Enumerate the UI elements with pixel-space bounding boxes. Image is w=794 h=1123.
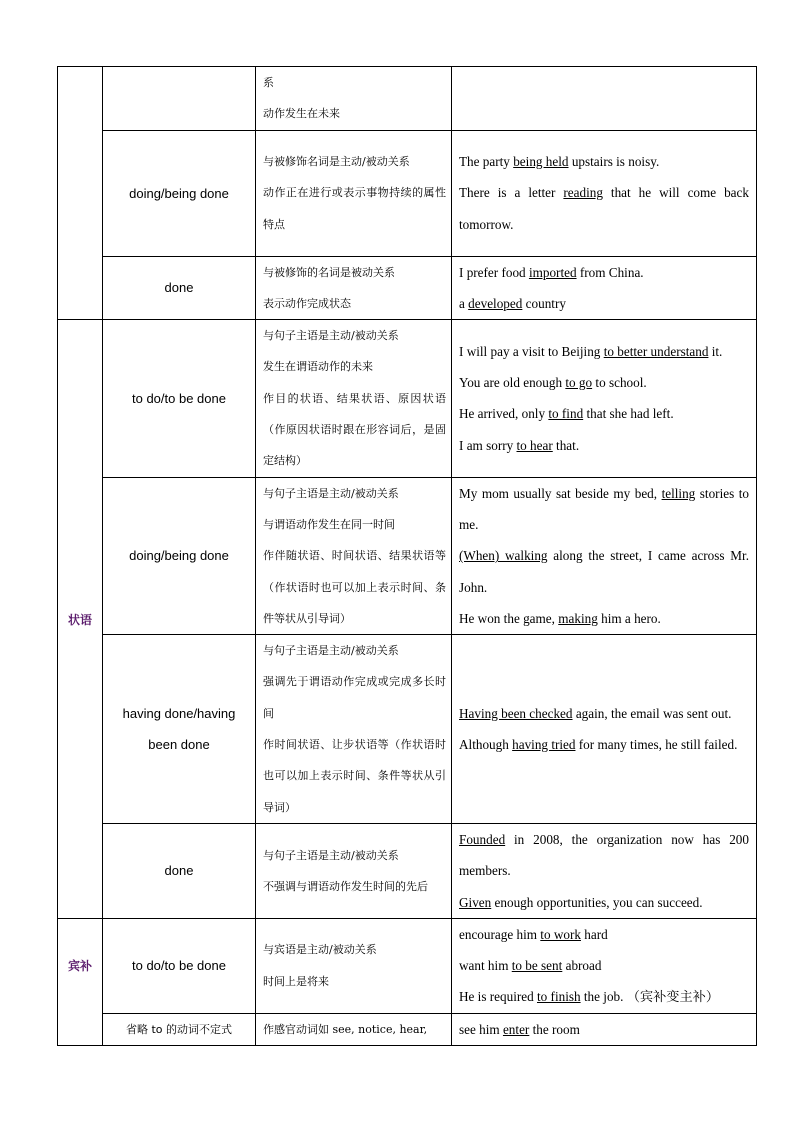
notes-cell xyxy=(256,635,452,824)
examples-cell xyxy=(452,67,757,131)
examples-cell xyxy=(452,635,757,824)
note-line: 与被修饰的名词是被动关系 xyxy=(263,265,395,279)
example-sentence: You are old enough to go to school. xyxy=(459,375,647,391)
form-cell xyxy=(103,635,256,824)
note-line: 作伴随状语、时间状语、结果状语等（作状语时也可以加上表示时间、条件等状从引导词） xyxy=(263,549,446,625)
form-label: having done/having been done xyxy=(122,705,236,753)
example-sentence: There is a letter reading that he will come back tomorrow. xyxy=(459,185,749,232)
table-row xyxy=(58,320,757,477)
form-cell: doing/being done xyxy=(103,477,256,634)
note-line: 作感官动词如 see, notice, hear, xyxy=(263,1022,428,1036)
example-sentence: I prefer food imported from China. xyxy=(459,264,644,280)
note-line: 系 xyxy=(263,76,274,89)
example-sentence: He is required to finish the job. （宾补变主补） xyxy=(459,989,720,1005)
notes-cell xyxy=(256,320,452,477)
table-row xyxy=(58,67,757,131)
note-line: 动作正在进行或表示事物持续的属性特点 xyxy=(263,186,446,231)
examples-cell xyxy=(452,477,757,634)
example-sentence: Having been checked again, the email was sent out. xyxy=(459,705,732,721)
example-sentence: I am sorry to hear that. xyxy=(459,437,580,453)
form-cell: done xyxy=(103,256,256,320)
category-cell-object-complement xyxy=(58,918,103,1045)
note-line: 作目的状语、结果状语、原因状语（作原因状语时跟在形容词后，是固定结构） xyxy=(263,391,446,468)
form-cell: to do/to be done xyxy=(103,320,256,477)
example-sentence: I will pay a visit to Beijing to better understand it. xyxy=(459,343,723,359)
example-sentence: Although having tried for many times, he still failed. xyxy=(459,737,738,753)
example-sentence: Given enough opportunities, you can succeed. xyxy=(459,894,703,910)
note-line: 时间上是将来 xyxy=(263,974,329,988)
form-cell: to do/to be done xyxy=(103,918,256,1013)
category-cell-adverbial: 状语 xyxy=(58,320,103,919)
notes-cell xyxy=(256,1013,452,1045)
notes-cell xyxy=(256,256,452,320)
note-line: 作时间状语、让步状语等（作状语时也可以加上表示时间、条件等状从引导词） xyxy=(263,738,446,814)
notes-cell xyxy=(256,67,452,131)
example-sentence: a developed country xyxy=(459,295,566,311)
category-cell-attributive xyxy=(58,67,103,320)
example-sentence: He arrived, only to find that she had left. xyxy=(459,406,674,422)
form-cell xyxy=(103,67,256,131)
examples-cell xyxy=(452,256,757,320)
note-line: 与被修饰名词是主动/被动关系 xyxy=(263,155,410,169)
table-row xyxy=(58,823,757,918)
example-sentence: want him to be sent abroad xyxy=(459,958,602,974)
example-sentence: My mom usually sat beside my bed, telling stories to me. xyxy=(459,485,749,532)
table-row xyxy=(58,1013,757,1045)
note-line: 不强调与谓语动作发生时间的先后 xyxy=(263,879,428,893)
grammar-table xyxy=(57,66,757,1046)
notes-cell xyxy=(256,477,452,634)
note-line: 表示动作完成状态 xyxy=(263,296,351,310)
examples-cell xyxy=(452,918,757,1013)
note-line: 与谓语动作发生在同一时间 xyxy=(263,517,395,531)
form-cell: 省略 to 的动词不定式 xyxy=(103,1013,256,1045)
form-cell: doing/being done xyxy=(103,130,256,256)
table-row xyxy=(58,130,757,256)
examples-cell xyxy=(452,1013,757,1045)
notes-cell xyxy=(256,130,452,256)
example-sentence: (When) walking along the street, I came across Mr. John. xyxy=(459,548,749,595)
examples-cell xyxy=(452,320,757,477)
category-label: 宾补 xyxy=(67,958,92,973)
note-line: 与宾语是主动/被动关系 xyxy=(263,943,377,957)
table-row xyxy=(58,477,757,634)
examples-cell xyxy=(452,823,757,918)
example-sentence: see him enter the room xyxy=(459,1021,580,1037)
table-row xyxy=(58,256,757,320)
note-line: 发生在谓语动作的未来 xyxy=(263,360,373,374)
note-line: 强调先于谓语动作完成或完成多长时间 xyxy=(263,675,446,720)
example-sentence: Founded in 2008, the organization now has 200 members. xyxy=(459,831,749,879)
form-cell: done xyxy=(103,823,256,918)
note-line: 与句子主语是主动/被动关系 xyxy=(263,644,399,658)
notes-cell xyxy=(256,823,452,918)
notes-cell xyxy=(256,918,452,1013)
example-sentence: The party being held upstairs is noisy. xyxy=(459,154,660,170)
example-sentence: encourage him to work hard xyxy=(459,926,608,942)
example-sentence: He won the game, making him a hero. xyxy=(459,610,661,626)
table-row xyxy=(58,918,757,1013)
note-line: 与句子主语是主动/被动关系 xyxy=(263,486,399,500)
table-row xyxy=(58,635,757,824)
note-line: 与句子主语是主动/被动关系 xyxy=(263,848,399,862)
examples-cell xyxy=(452,130,757,256)
note-line: 动作发生在未来 xyxy=(263,107,340,121)
note-line: 与句子主语是主动/被动关系 xyxy=(263,329,399,343)
